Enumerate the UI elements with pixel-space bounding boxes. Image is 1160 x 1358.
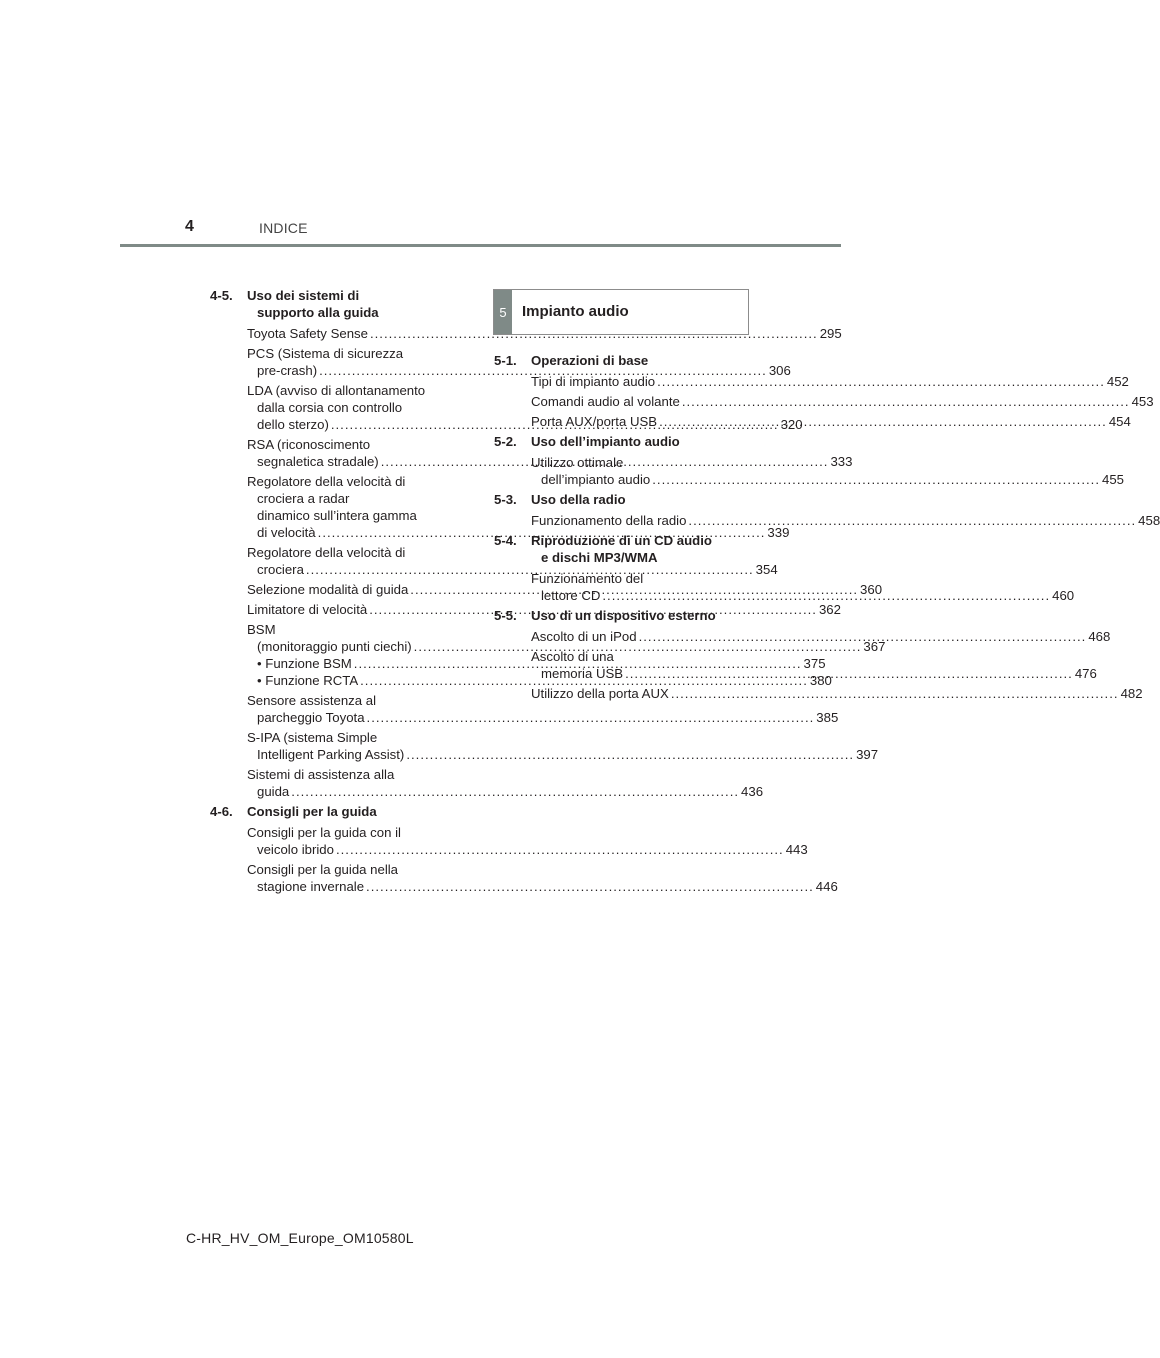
section-title-line: supporto alla guida [257,305,379,320]
entry-text: parcheggio Toyota [257,710,365,725]
page-ref: 385 [816,710,839,725]
section-title [531,607,744,624]
section-title-line: Consigli per la guida [247,804,377,819]
toc-entry [247,729,879,763]
page-ref: 446 [815,879,838,894]
page-ref: 458 [1138,513,1160,528]
toc-section [210,803,838,895]
toc-entry [531,685,1143,702]
toc-entry [247,824,808,858]
page-ref: 306 [768,363,791,378]
entry-text: Tipi di impianto audio [531,374,656,389]
entry-text: segnaletica stradale) [257,454,379,469]
toc-entry [247,325,842,342]
toc-section [494,491,1160,529]
section-number: 5-4. [494,533,517,548]
entry-text: veicolo ibrido [257,842,334,857]
entry-line: dinamico sull’intera gamma [257,508,417,523]
section-title [531,433,744,450]
page-ref: 354 [755,562,778,577]
chapter-heading-box [493,289,749,335]
toc-entry [247,861,838,895]
page-ref: 460 [1052,588,1075,603]
dot-leader [406,747,854,762]
section-title-line: Uso dei sistemi di [247,288,360,303]
section-title-line: Riproduzione di un CD audio [531,533,712,548]
entry-text: di velocità [257,525,316,540]
entry-line: Funzionamento del [531,571,644,586]
section-title-line: Uso della radio [531,492,626,507]
toc-entry-link[interactable] [247,746,879,763]
page-ref: 295 [819,326,842,341]
chapter-title: Impianto audio [522,303,629,320]
dot-leader [682,394,1130,409]
entry-line: Sistemi di assistenza alla [247,767,395,782]
dot-leader [688,513,1136,528]
entry-line: Sensore assistenza al [247,693,377,708]
toc-entry-link[interactable] [531,628,1111,645]
entry-text: Selezione modalità di guida [247,582,409,597]
toc-entry-link[interactable] [247,841,808,858]
section-number: 4-6. [210,804,233,819]
dot-leader [657,374,1105,389]
entry-text: Toyota Safety Sense [247,326,368,341]
toc-entry-link[interactable] [531,471,1125,488]
toc-entry-link[interactable] [531,512,1160,529]
section-heading[interactable] [210,803,460,820]
section-title [531,532,744,566]
section-title-line: e dischi MP3/WMA [541,550,658,565]
section-title-line: Uso di un dispositivo esterno [531,608,716,623]
section-number: 5-3. [494,492,517,507]
toc-entry-link[interactable] [531,393,1154,410]
entry-line: dalla corsia con controllo [257,400,403,415]
entry-text: guida [257,784,290,799]
entry-line: S-IPA (sistema Simple [247,730,378,745]
toc-entry [247,766,764,800]
entry-line: BSM [247,622,276,637]
entry-line: Utilizzo ottimale [531,455,624,470]
toc-entry [531,393,1154,410]
entry-line: RSA (riconoscimento [247,437,371,452]
page-ref: 476 [1074,666,1097,681]
page-ref: 362 [818,602,841,617]
toc-entry-link[interactable] [247,878,838,895]
entry-text: Limitatore di velocità [247,602,368,617]
section-number: 4-5. [210,288,233,303]
dot-leader [652,472,1100,487]
toc-entry-link[interactable] [247,783,764,800]
page-ref: 339 [767,525,790,540]
section-heading[interactable] [210,287,460,321]
entry-line: LDA (avviso di allontanamento [247,383,426,398]
entry-line: PCS (Sistema di sicurezza [247,346,404,361]
toc-entry-link[interactable] [247,362,791,379]
toc-entry-link[interactable] [247,709,839,726]
page-ref: 453 [1131,394,1154,409]
page-ref: 367 [863,639,886,654]
dot-leader [639,629,1087,644]
chapter-number-tab: 5 [494,290,512,334]
entry-text: stagione invernale [257,879,365,894]
section-title [247,287,460,321]
entry-text: Funzionamento della radio [531,513,687,528]
toc-entry-link[interactable] [247,325,842,342]
entry-text: Porta AUX/porta USB [531,414,658,429]
entry-text: (monitoraggio punti ciechi) [257,639,412,654]
entry-line: Consigli per la guida con il [247,825,401,840]
entry-line: Regolatore della velocità di [247,545,406,560]
toc-entry-link[interactable] [247,561,778,578]
page-ref: 452 [1106,374,1129,389]
entry-text: • Funzione RCTA [257,673,359,688]
dot-leader [671,686,1119,701]
page-ref: 397 [856,747,879,762]
page-ref: 436 [741,784,764,799]
section-heading[interactable] [494,607,744,624]
toc-entry-link[interactable] [531,373,1129,390]
entry-line: Consigli per la guida nella [247,862,399,877]
entry-text: Intelligent Parking Assist) [257,747,405,762]
page-ref: 482 [1120,686,1143,701]
dot-leader [336,842,784,857]
section-heading[interactable] [494,433,744,450]
page-ref: 443 [785,842,808,857]
section-number: 5-2. [494,434,517,449]
entry-text: dello sterzo) [257,417,329,432]
entry-text: pre-crash) [257,363,318,378]
entry-text: dell’impianto audio [541,472,651,487]
page-ref: 320 [780,417,803,432]
dot-leader [602,588,1050,603]
entry-line: crociera a radar [257,491,350,506]
dot-leader [367,710,815,725]
page-ref: 360 [860,582,883,597]
entry-text: crociera [257,562,304,577]
entry-text: • Funzione BSM [257,656,352,671]
entry-text: memoria USB [541,666,624,681]
entry-text: lettore CD [541,588,601,603]
page-number: 4 [185,218,194,235]
entry-line: Regolatore della velocità di [247,474,406,489]
section-heading[interactable] [494,491,744,508]
section-number: 5-1. [494,353,517,368]
toc-entry [531,373,1129,390]
header-divider [120,244,841,247]
page-ref: 454 [1108,414,1131,429]
dot-leader [291,784,739,799]
entry-text: Ascolto di un iPod [531,629,637,644]
page-ref: 468 [1088,629,1111,644]
toc-entry-link[interactable] [531,685,1143,702]
page-ref: 375 [803,656,826,671]
dot-leader [659,414,1107,429]
entry-text: Comandi audio al volante [531,394,680,409]
page-ref: 333 [830,454,853,469]
toc-entry-link[interactable] [247,638,886,655]
header-title: INDICE [259,220,308,236]
section-number: 5-5. [494,608,517,623]
section-heading[interactable] [494,532,744,566]
toc-entry [531,512,1160,529]
dot-leader [625,666,1073,681]
section-title-line: Operazioni di base [531,353,649,368]
entry-text: Utilizzo della porta AUX [531,686,669,701]
entry-line: Ascolto di una [531,649,614,664]
toc-entry [531,628,1111,645]
page-ref: 380 [809,673,832,688]
section-title [531,352,744,369]
section-title [247,803,460,820]
section-title-line: Uso dell’impianto audio [531,434,680,449]
page-ref: 455 [1102,472,1125,487]
section-title [531,491,744,508]
section-heading[interactable] [494,352,744,369]
document-id: C-HR_HV_OM_Europe_OM10580L [186,1230,414,1246]
dot-leader [366,879,814,894]
